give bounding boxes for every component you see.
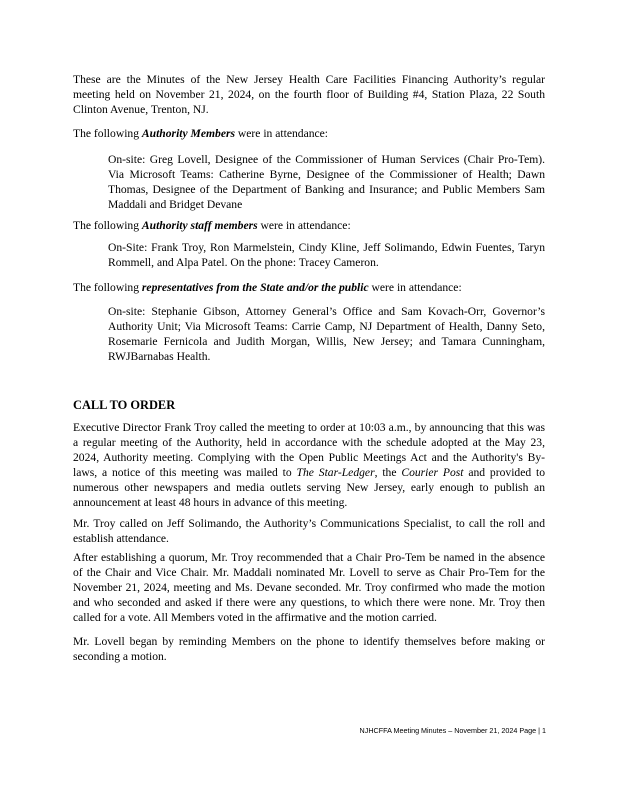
call-to-order-paragraph [73,420,545,510]
section-heading: CALL TO ORDER [73,398,176,412]
members-detail: On-site: Greg Lovell, Designee of the Commissioner of Human Services (Chair Pro-Tem). Via Microsoft Teams: Catherine Byrne, Designee of the Commissioner of Health; Dawn Thomas, Designee of the Department of Banking and Insurance; and Public Members Sam Maddali and Bridget Devane [108,153,545,211]
public-intro [73,280,545,295]
roll-call-paragraph: Mr. Troy called on Jeff Solimando, the Authority’s Communications Specialist, to call the roll and establish attendance. [73,517,545,545]
public-detail: On-site: Stephanie Gibson, Attorney General’s Office and Sam Kovach-Orr, Governor’s Authority Unit; Via Microsoft Teams: Carrie Camp, NJ Department of Health, Danny Seto, Rosemarie Fernicola and Judith Morgan, Willis, New Jersey; and Tamara Cunningham, RWJBarnabas Health. [108,305,545,363]
public-prefix: The following [73,281,142,294]
p1-text-a: Executive Director Frank Troy called the meeting to order at 10:03 a.m., by announcing that this was a regular meeting of the Authority, held in accordance with the schedule adopted at the May 23, 2024, Authority meeting. Complying with the Open Public Meetings Act and the Authority's By-laws, a notice of this meeting was mailed to [73,421,545,479]
public-emphasis: representatives from the State and/or the public [141,281,369,294]
staff-emphasis: Authority staff members [141,219,258,232]
staff-suffix: were in attendance: [257,219,351,232]
chair-pro-tem-paragraph: After establishing a quorum, Mr. Troy recommended that a Chair Pro-Tem be named in the absence of the Chair and Vice Chair. Mr. Maddali nominated Mr. Lovell to serve as Chair Pro-Tem for the November 21, 2024, meeting and Ms. Devane seconded. Mr. Troy confirmed who made the motion and who seconded and asked if there were any questions, to which there were none. Mr. Troy then called for a vote. All Members voted in the affirmative and the motion carried. [73,551,545,624]
page-footer: NJHCFFA Meeting Minutes – November 21, 2024 Page | 1 [359,726,546,735]
members-suffix: were in attendance: [235,127,329,140]
staff-intro [73,218,545,233]
members-intro [73,126,545,141]
staff-detail: On-Site: Frank Troy, Ron Marmelstein, Cindy Kline, Jeff Solimando, Edwin Fuentes, Taryn Rommell, and Alpa Patel. On the phone: Tracey Cameron. [108,241,545,269]
p1-text-c: and provided to numerous other newspapers and media outlets serving New Jersey, early enough to publish an announcement at least 48 hours in advance of this meeting. [73,466,546,509]
staff-prefix: The following [73,219,142,232]
intro-paragraph: These are the Minutes of the New Jersey Health Care Facilities Financing Authority’s regular meeting held on November 21, 2024, on the fourth floor of Building #4, Station Plaza, 22 South Clinton Avenue, Trenton, NJ. [73,73,545,116]
members-prefix: The following [73,127,142,140]
public-suffix: were in attendance: [368,281,462,294]
newspaper-name-1: The Star-Ledger [296,466,375,479]
members-emphasis: Authority Members [141,127,235,140]
newspaper-name-2: Courier Post [401,466,464,479]
reminder-paragraph: Mr. Lovell began by reminding Members on the phone to identify themselves before making or seconding a motion. [73,635,545,663]
p1-text-b: , the [374,466,402,479]
